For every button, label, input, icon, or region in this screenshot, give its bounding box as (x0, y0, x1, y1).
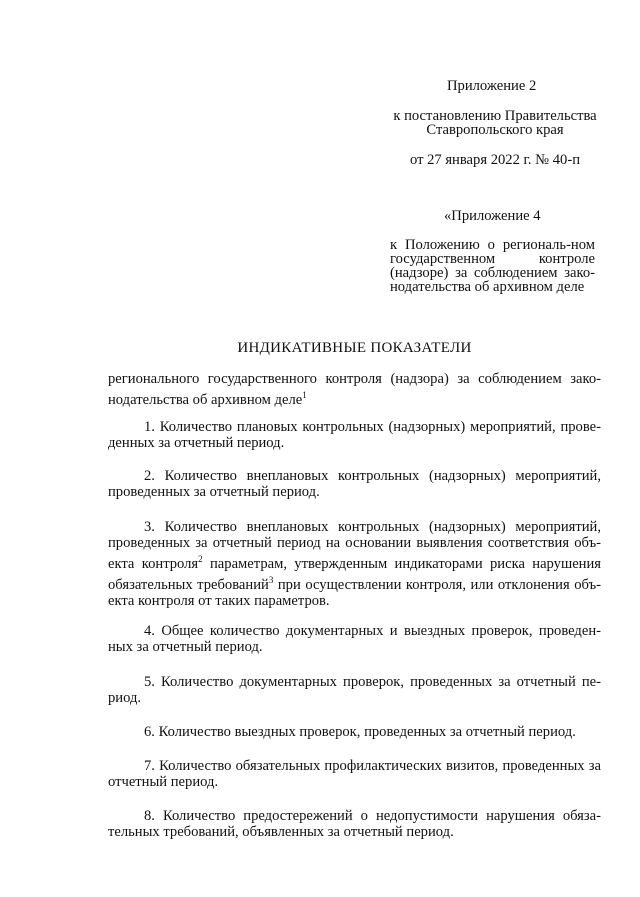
indicator-item-6: 6. Количество выездных проверок, проведенных за отчетный период. (144, 724, 576, 740)
footnote-2-mark: 2 (198, 554, 203, 564)
item-3-text-part-1: 3. Количество внеплановых контрольных (надзорных) мероприятий, проведенных за отчетный период на основании выявления соответствия объ-екта контроля (108, 519, 601, 572)
indicator-item-4: 4. Общее количество документарных и выездных проверок, проведен-ных за отчетный период. (108, 623, 601, 655)
item-3-text-part-3: при осуществлении контроля, или отклонения объ-екта контроля от таких параметров. (108, 576, 602, 609)
appendix-2-label: Приложение 2 (447, 78, 537, 94)
subtitle-text: регионального государственного контроля (надзора) за соблюдением зако-нодательства об архивном деле (108, 371, 601, 408)
indicator-item-1: 1. Количество плановых контрольных (надзорных) мероприятий, прове-денных за отчетный период. (108, 419, 601, 451)
indicator-item-5: 5. Количество документарных проверок, проведенных за отчетный пе-риод. (108, 674, 601, 706)
indicator-item-2: 2. Количество внеплановых контрольных (надзорных) мероприятий, проведенных за отчетный период. (108, 468, 601, 500)
indicator-item-7: 7. Количество обязательных профилактических визитов, проведенных за отчетный период. (108, 758, 601, 790)
indicator-item-3 (108, 519, 601, 609)
resolution-line-1: к постановлению Правительства (393, 108, 597, 124)
item-3-text-part-2: параметрам, утвержденным индикаторами риска нарушения обязательных требований (108, 555, 602, 593)
indicator-item-8: 8. Количество предостережений о недопустимости нарушения обяза-тельных требований, объявленных за отчетный период. (108, 808, 601, 840)
page-subtitle (108, 371, 601, 408)
appendix-4-label: «Приложение 4 (444, 208, 541, 224)
page-title: ИНДИКАТИВНЫЕ ПОКАЗАТЕЛИ (237, 340, 472, 356)
footnote-3-mark: 3 (268, 574, 274, 585)
regulation-reference: к Положению о региональ-ном государственном контроле (надзоре) за соблюдением зако-нодательства об архивном деле (390, 237, 595, 295)
resolution-line-2: Ставропольского края (426, 122, 564, 138)
footnote-1-mark: 1 (302, 390, 307, 400)
resolution-date-number: от 27 января 2022 г. № 40-п (409, 152, 581, 168)
